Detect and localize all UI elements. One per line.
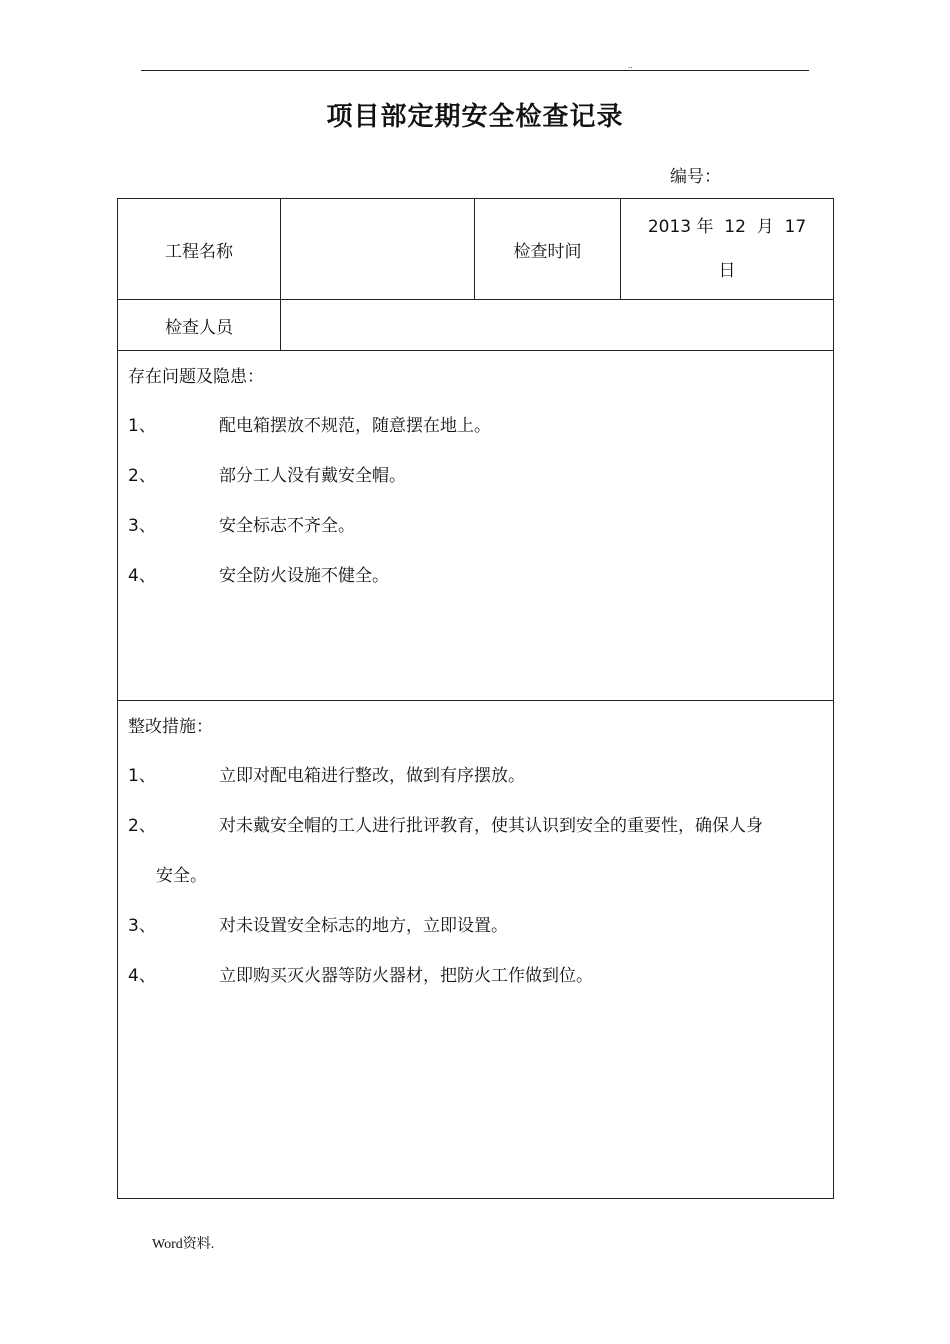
issues-heading: 存在问题及隐患： — [128, 367, 264, 387]
issues-section — [118, 351, 834, 701]
list-item — [128, 501, 823, 551]
list-item — [128, 951, 823, 1001]
item-number: 4、 — [128, 566, 156, 586]
item-number: 2、 — [128, 466, 156, 486]
check-time-label: 检查时间 — [475, 199, 621, 300]
measures-heading: 整改措施： — [128, 717, 213, 737]
item-text-continued: 安全。 — [156, 866, 207, 886]
header-mark: .. — [628, 60, 633, 70]
measures-section — [118, 701, 834, 1199]
inspection-record-table — [117, 198, 834, 1199]
list-item — [128, 401, 823, 451]
list-item — [128, 751, 823, 801]
item-text: 安全防火设施不健全。 — [219, 566, 389, 586]
serial-number-label: 编号： — [670, 167, 721, 187]
page-title: 项目部定期安全检查记录 — [326, 102, 624, 132]
list-item — [128, 801, 823, 901]
item-number: 4、 — [128, 966, 156, 986]
inspector-field[interactable] — [281, 300, 834, 351]
item-text: 部分工人没有戴安全帽。 — [219, 466, 406, 486]
check-date-field[interactable] — [621, 199, 834, 300]
item-text: 立即购买灭火器等防火器材，把防火工作做到位。 — [219, 966, 593, 986]
item-number: 1、 — [128, 766, 156, 786]
item-number: 3、 — [128, 916, 156, 936]
item-number: 3、 — [128, 516, 156, 536]
item-text: 对未设置安全标志的地方，立即设置。 — [219, 916, 508, 936]
list-item — [128, 551, 823, 601]
list-item — [128, 901, 823, 951]
header-rule — [141, 70, 809, 71]
item-text: 立即对配电箱进行整改，做到有序摆放。 — [219, 766, 525, 786]
item-text: 安全标志不齐全。 — [219, 516, 355, 536]
list-item — [128, 451, 823, 501]
footer-text: Word资料. — [152, 1237, 215, 1252]
check-date-line1: 2013 年 12 月 17 — [647, 217, 807, 237]
project-name-label: 工程名称 — [118, 199, 281, 300]
check-date-line2: 日 — [718, 261, 736, 281]
project-name-field[interactable] — [281, 199, 475, 300]
item-text: 配电箱摆放不规范，随意摆在地上。 — [219, 416, 491, 436]
item-number: 1、 — [128, 416, 156, 436]
item-number: 2、 — [128, 816, 156, 836]
item-text: 对未戴安全帽的工人进行批评教育，使其认识到安全的重要性，确保人身 — [219, 816, 763, 836]
inspector-label: 检查人员 — [118, 300, 281, 351]
